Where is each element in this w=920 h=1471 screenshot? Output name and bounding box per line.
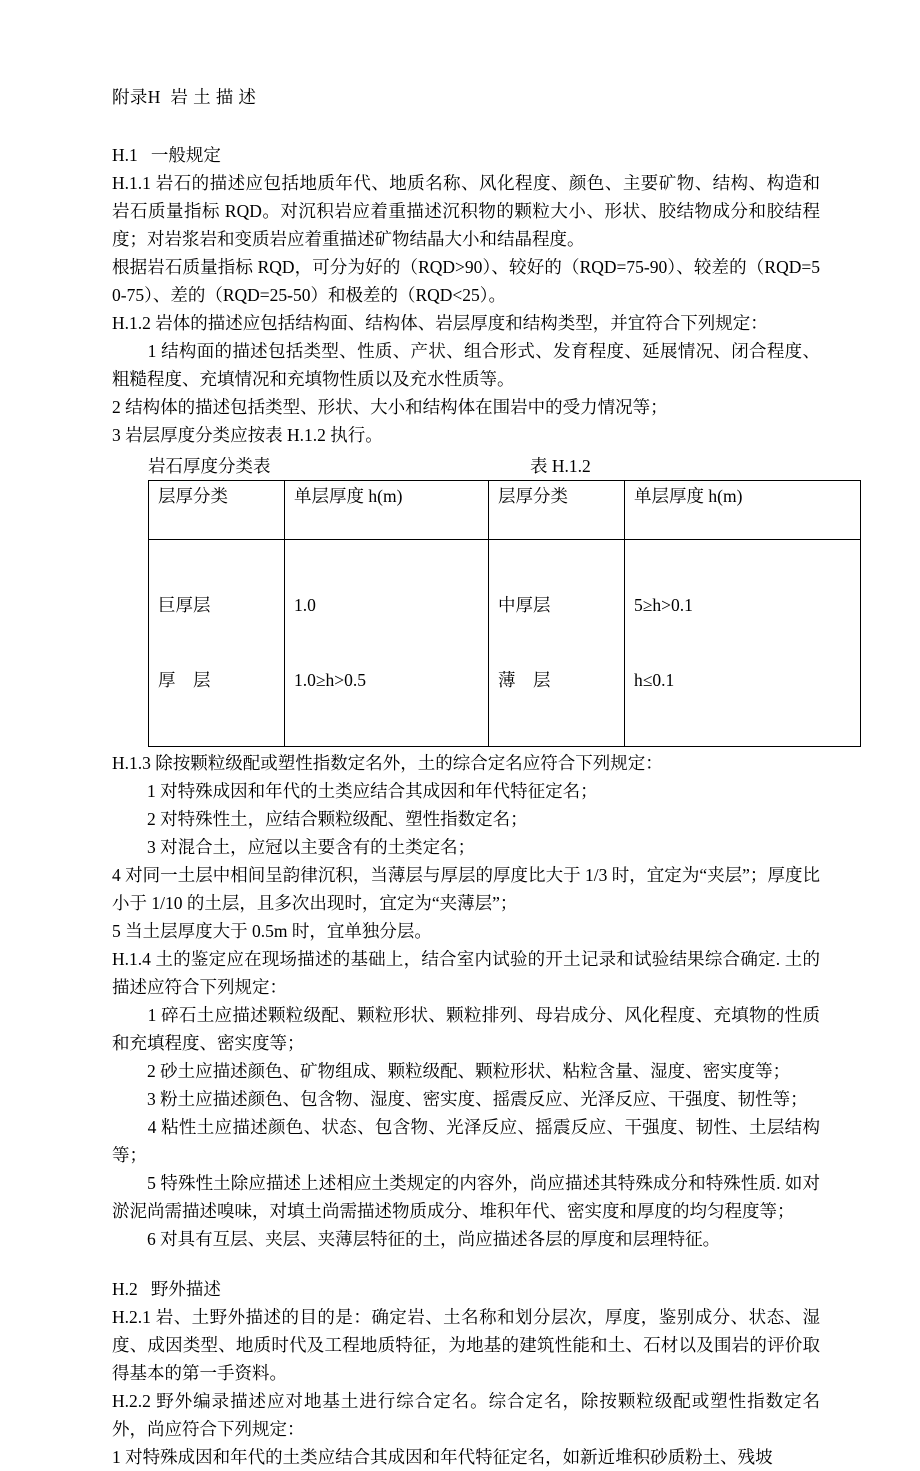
paragraph-h1-3: H.1.3 除按颗粒级配或塑性指数定名外，土的综合定名应符合下列规定： (112, 753, 663, 773)
table-cell-thickness-right (625, 540, 861, 747)
list-item-h1-3-5: 5 当土层厚度大于 0.5m 时，宜单独分层。 (112, 921, 432, 941)
list-item-h1-2-2: 2 结构体的描述包括类型、形状、大小和结构体在围岩中的受力情况等； (112, 397, 668, 417)
cell-text-line: h≤0.1 (634, 670, 675, 690)
list-item-h1-4-1: 1 碎石土应描述颗粒级配、颗粒形状、颗粒排列、母岩成分、风化程度、充填物的性质和充填程度、密实度等； (112, 1005, 820, 1053)
table-header-cell-4: 单层厚度 h(m) (625, 481, 861, 540)
paragraph-h1-2: H.1.2 岩体的描述应包括结构面、结构体、岩层厚度和结构类型，并宜符合下列规定： (112, 313, 768, 333)
list-item-h1-4-6: 6 对具有互层、夹层、夹薄层特征的土，尚应描述各层的厚度和层理特征。 (112, 1229, 721, 1249)
table-h112-block (112, 453, 820, 747)
table-header-cell-1: 层厚分类 (149, 481, 285, 540)
rock-thickness-table (148, 480, 861, 747)
list-item-h1-4-2: 2 砂土应描述颜色、矿物组成、颗粒级配、颗粒形状、粘粒含量、湿度、密实度等； (112, 1061, 791, 1081)
table-row (149, 540, 861, 747)
section-heading-h1: H.1 一般规定 (112, 145, 221, 165)
cell-text-line: 中厚层 (498, 595, 551, 615)
list-item-h1-4-3: 3 粉土应描述颜色、包含物、湿度、密实度、摇震反应、光泽反应、干强度、韧性等； (112, 1089, 808, 1109)
list-item-h1-3-4: 4 对同一土层中相间呈韵律沉积，当薄层与厚层的厚度比大于 1/3 时，宜定为“夹层”；厚度比小于 1/10 的土层，且多次出现时，宜定为“夹薄层”； (112, 865, 820, 913)
cell-text-line: 1.0 (294, 595, 316, 615)
list-item-h1-3-3: 3 对混合土，应冠以主要含有的土类定名； (112, 837, 476, 857)
list-item-h1-4-5: 5 特殊性土除应描述上述相应土类规定的内容外，尚应描述其特殊成分和特殊性质. 如对淤泥尚需描述嗅味，对填土尚需描述物质成分、堆积年代、密实度和厚度的均匀程度等； (112, 1173, 820, 1221)
cell-text-line: 巨厚层 (158, 595, 211, 615)
section-spacer (112, 1253, 820, 1275)
list-item-h2-2-1: 1 对特殊成因和年代的土类应结合其成因和年代特征定名，如新近堆积砂质粉土、残坡 (112, 1447, 773, 1467)
table-header-row (149, 481, 861, 540)
cell-text-line: 厚 层 (158, 670, 211, 690)
table-number: 表 H.1.2 (530, 456, 591, 476)
paragraph-h2-1: H.2.1 岩、土野外描述的目的是：确定岩、土名称和划分层次，厚度，鉴别成分、状态、湿度、成因类型、地质时代及工程地质特征，为地基的建筑性能和土、石材以及围岩的评价取得基本的第一手资料。 (112, 1307, 820, 1383)
table-header-cell-2: 单层厚度 h(m) (285, 481, 489, 540)
appendix-title: 附录H 岩 土 描 述 (112, 87, 257, 107)
section-heading-h2: H.2 野外描述 (112, 1279, 221, 1299)
paragraph-h2-2: H.2.2 野外编录描述应对地基土进行综合定名。综合定名，除按颗粒级配或塑性指数定名外，尚应符合下列规定： (112, 1391, 820, 1439)
table-title: 岩石厚度分类表 (148, 456, 271, 476)
table-caption (112, 453, 820, 480)
cell-text-line: 薄 层 (498, 670, 551, 690)
table-header-cell-3: 层厚分类 (489, 481, 625, 540)
cell-text-line: 1.0≥h>0.5 (294, 670, 366, 690)
list-item-h1-2-3: 3 岩层厚度分类应按表 H.1.2 执行。 (112, 425, 383, 445)
list-item-h1-2-1: 1 结构面的描述包括类型、性质、产状、组合形式、发育程度、延展情况、闭合程度、粗糙程度、充填情况和充填物性质以及充水性质等。 (112, 341, 820, 389)
paragraph-h1-4: H.1.4 土的鉴定应在现场描述的基础上，结合室内试验的开土记录和试验结果综合确定. 土的描述应符合下列规定： (112, 949, 820, 997)
list-item-h1-3-1: 1 对特殊成因和年代的土类应结合其成因和年代特征定名； (112, 781, 598, 801)
paragraph-h1-1: H.1.1 岩石的描述应包括地质年代、地质名称、风化程度、颜色、主要矿物、结构、构造和岩石质量指标 RQD。对沉积岩应着重描述沉积物的颗粒大小、形状、胶结物成分和胶结程度；对岩浆岩和变质岩应着重描述矿物结晶大小和结晶程度。 (112, 173, 820, 249)
paragraph-rqd-classes: 根据岩石质量指标 RQD，可分为好的（RQD>90）、较好的（RQD=75-90）、较差的（RQD=50-75）、差的（RQD=25-50）和极差的（RQD<25）。 (112, 257, 820, 305)
table-cell-class-left (149, 540, 285, 747)
table-cell-thickness-left (285, 540, 489, 747)
cell-text-line: 5≥h>0.1 (634, 595, 693, 615)
list-item-h1-4-4: 4 粘性土应描述颜色、状态、包含物、光泽反应、摇震反应、干强度、韧性、土层结构等； (112, 1117, 820, 1165)
list-item-h1-3-2: 2 对特殊性土，应结合颗粒级配、塑性指数定名； (112, 809, 528, 829)
table-cell-class-right (489, 540, 625, 747)
